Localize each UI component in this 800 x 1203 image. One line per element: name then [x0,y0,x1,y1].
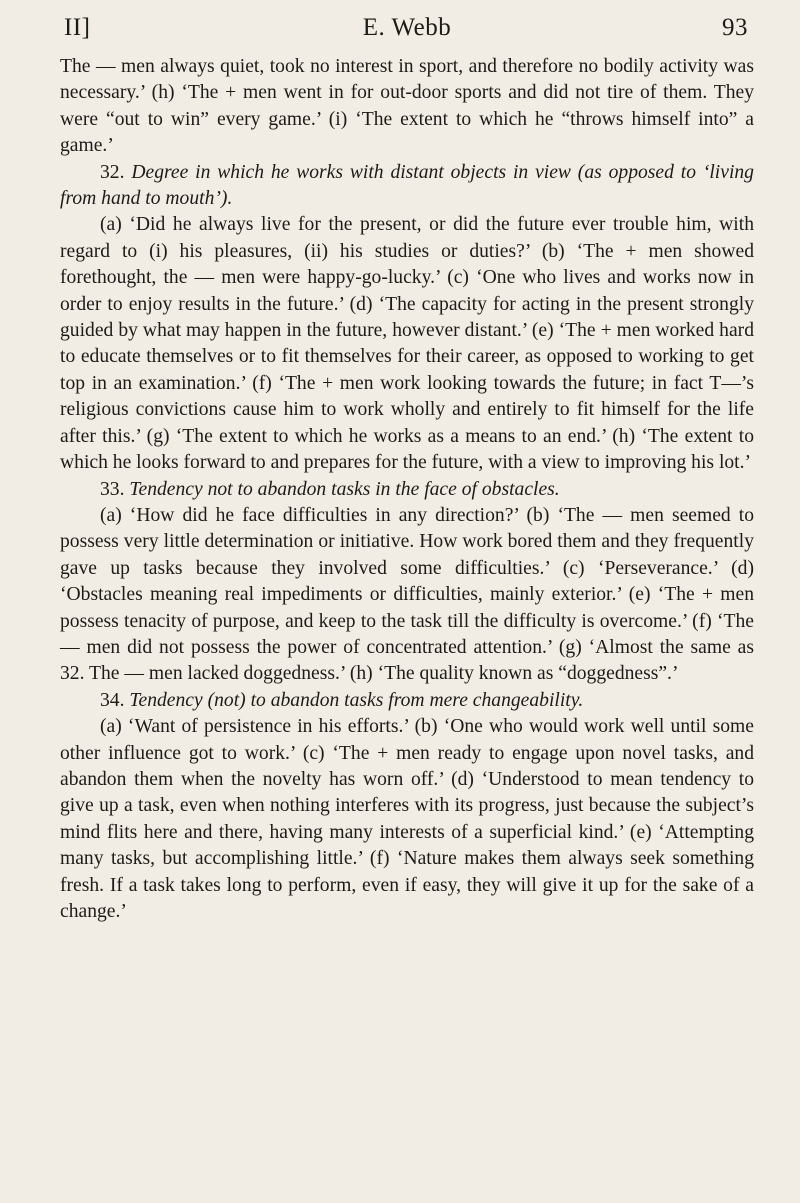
item-34-heading [60,688,754,714]
running-head-author: E. Webb [362,14,452,41]
item-32-responses: (a) ‘Did he always live for the present, or did the future ever trouble him, with regard to (i) his pleasures, (ii) his studies or duties?’ (b) ‘The + men showed forethought, the — men were happy-go-lucky.’ (c) ‘One who lives and works now in order to enjoy results in the future.’ (d) ‘The capacity for acting in the present strongly guided by what may happen in the future, however distant.’ (e) ‘The + men worked hard to educate themselves or to fit themselves for their career, as opposed to working to get top in an examination.’ (f) ‘The + men work looking towards the future; in fact T—’s religious convictions cause him to work wholly and entirely to fit himself for the life after this.’ (g) ‘The extent to which he works as a means to an end.’ (h) ‘The extent to which he looks forward to and prepares for the future, with a view to improving his lot.’ [60,214,754,474]
page-number: 93 [722,14,748,41]
running-head [60,14,754,54]
body-text [60,54,754,925]
item-33-title: Tendency not to abandon tasks in the face of obstacles. [129,478,560,500]
item-33-responses: (a) ‘How did he face difficulties in any direction?’ (b) ‘The — men seemed to possess very little determination or initiative. How work bored them and they frequently gave up tasks because they involved some difficulties.’ (c) ‘Perseverance.’ (d) ‘Obstacles meaning real impediments or difficulties, mainly exterior.’ (e) ‘The + men possess tenacity of purpose, and keep to the task till the difficulty is overcome.’ (f) ‘The — men did not possess the power of concentrated attention.’ (g) ‘Almost the same as 32. The — men lacked doggedness.’ (h) ‘The quality known as “doggedness”.’ [60,504,754,685]
item-32-number: 32. [100,161,125,183]
item-33-heading [60,477,754,503]
item-34-title: Tendency (not) to abandon tasks from mere changeability. [129,689,584,711]
item-32-title: Degree in which he works with distant objects in view (as opposed to ‘living from hand to mouth’). [60,161,754,210]
continued-paragraph: The — men always quiet, took no interest in sport, and therefore no bodily activity was necessary.’ (h) ‘The + men went in for out-door sports and did not tire of them. They were “out to win” every game.’ (i) ‘The extent to which he “throws himself into” a game.’ [60,56,754,157]
item-33-number: 33. [100,478,125,500]
item-34-number: 34. [100,689,125,711]
item-34-responses: (a) ‘Want of persistence in his efforts.’ (b) ‘One who would work well until some other influence got to work.’ (c) ‘The + men ready to engage upon novel tasks, and abandon them when the novelty has worn off.’ (d) ‘Understood to mean tendency to give up a task, even when nothing interferes with its progress, just because the subject’s mind flits here and there, having many interests of a superficial kind.’ (e) ‘Attempting many tasks, but accomplishing little.’ (f) ‘Nature makes them always seek something fresh. If a task takes long to perform, even if easy, they will give it up for the sake of a change.’ [60,716,754,922]
section-marker: II] [64,14,91,41]
item-32-heading [60,160,754,213]
